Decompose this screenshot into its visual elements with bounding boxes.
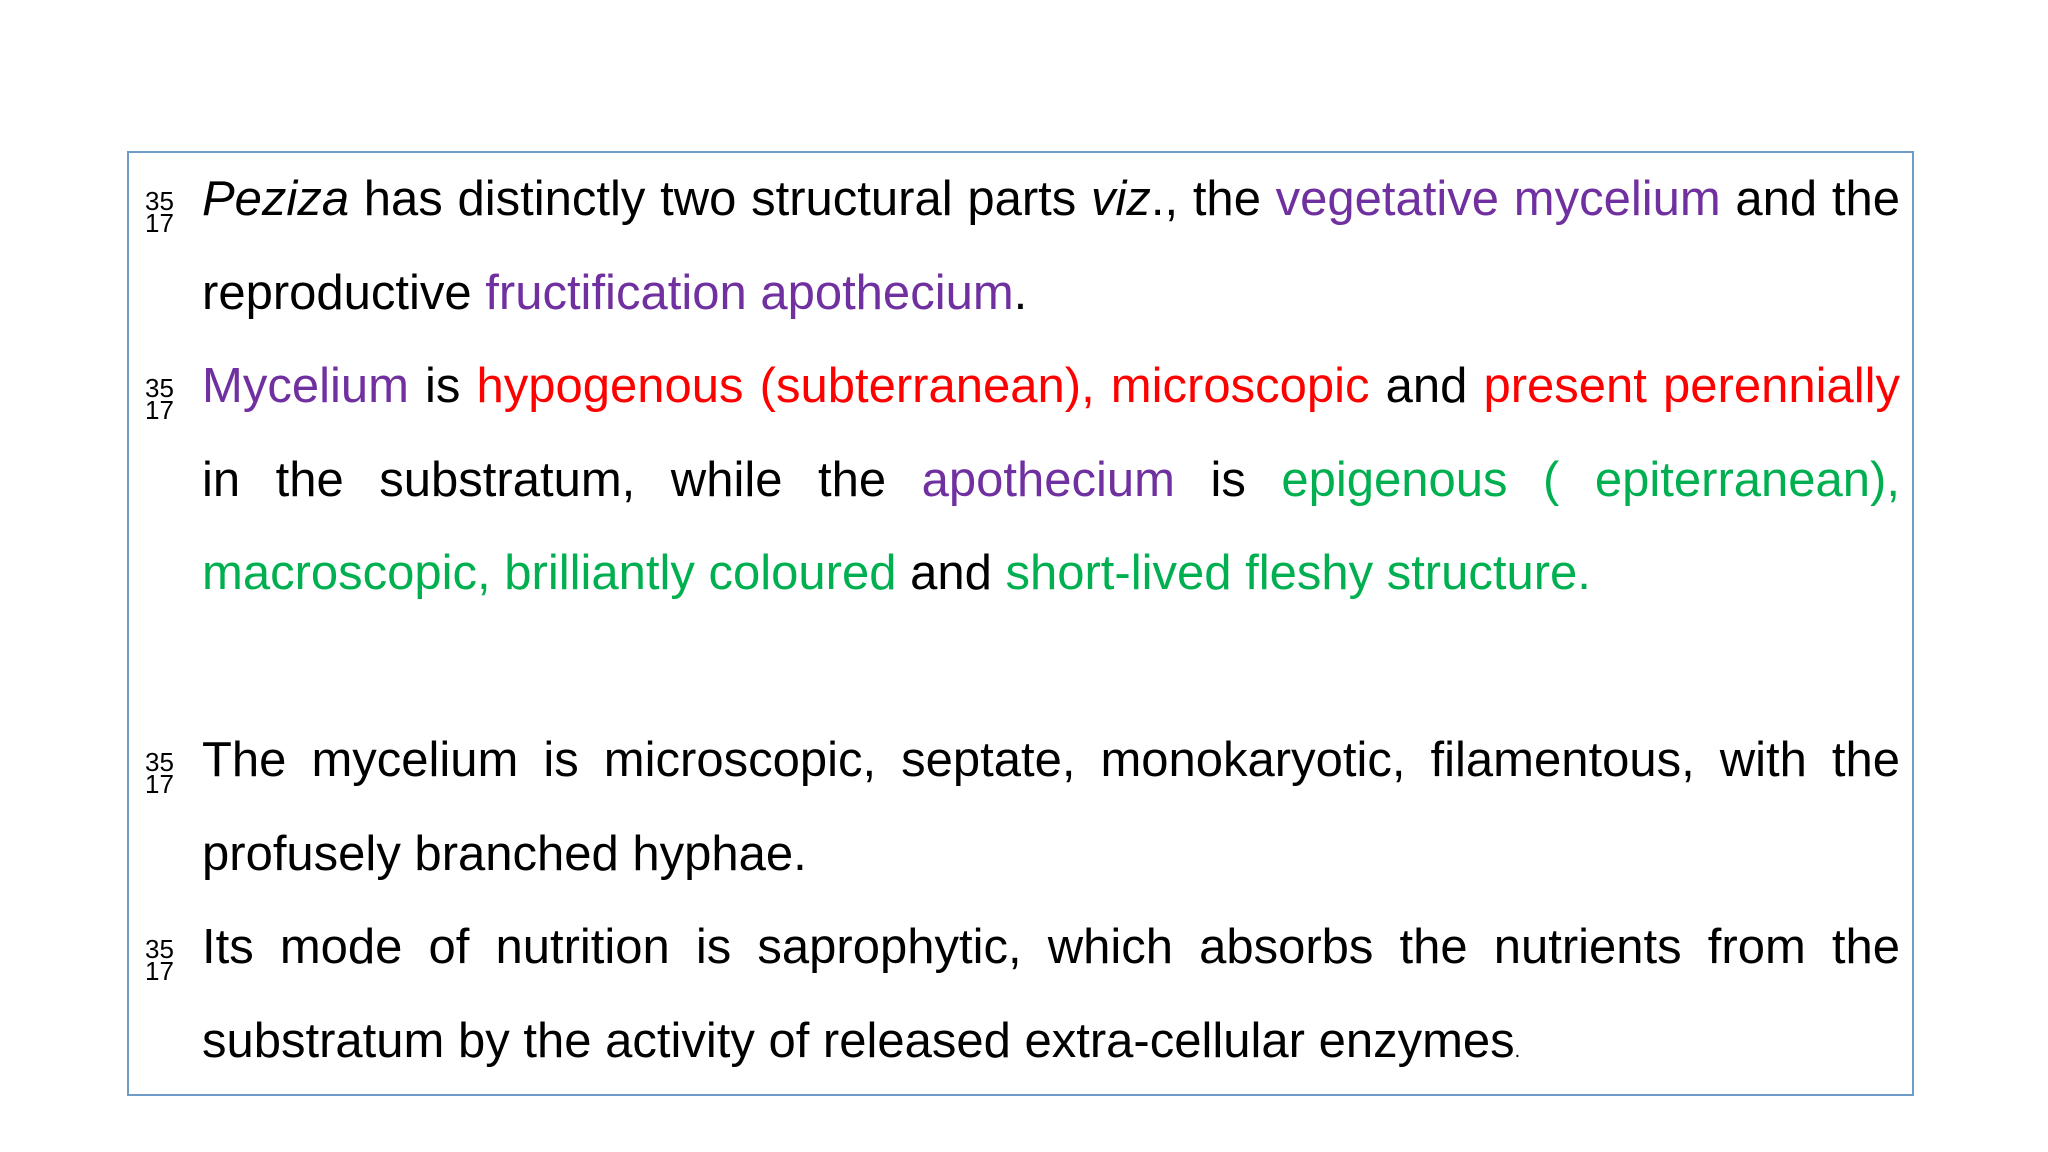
- text-segment: has distinctly two structural parts: [349, 172, 1091, 226]
- paragraph-1: [145, 153, 1900, 340]
- text-segment: and: [896, 546, 1006, 600]
- text-segment: ., the: [1150, 172, 1276, 226]
- bullet-marker: 35 17: [145, 373, 174, 425]
- highlight-term: fructification apothecium: [485, 265, 1014, 320]
- text-segment: and: [1369, 359, 1484, 413]
- paragraph-4: [145, 901, 1900, 1098]
- highlight-term: present perennially: [1483, 359, 1900, 413]
- highlight-term: epigenous ( epiterranean), macroscopic, brilliantly coloured: [202, 452, 1900, 600]
- bullet-marker: 35 17: [145, 747, 174, 799]
- text-segment: The mycelium is microscopic, septate, monokaryotic, filamentous, with the profusely branched hyphae.: [202, 733, 1900, 881]
- highlight-term: vegetative mycelium: [1275, 172, 1721, 226]
- bullet-marker: 35 17: [145, 186, 174, 238]
- text-segment: .: [1013, 265, 1028, 320]
- paragraph-3: [145, 714, 1900, 901]
- highlight-term: Mycelium: [202, 359, 409, 413]
- text-segment: .: [1514, 1039, 1521, 1062]
- genus-name: Peziza: [202, 172, 350, 226]
- italic-term: viz: [1090, 172, 1151, 226]
- text-segment: and the reproductive: [202, 172, 1900, 320]
- text-segment: is: [1174, 452, 1282, 507]
- paragraph-2: [145, 340, 1900, 621]
- highlight-term: short-lived fleshy structure.: [1005, 546, 1591, 600]
- highlight-term: apothecium: [921, 452, 1175, 507]
- text-segment: Its mode of nutrition is saprophytic, which absorbs the nutrients from the substratum by the activity of released extra-cellular enzymes: [202, 920, 1900, 1068]
- bullet-marker: 35 17: [145, 934, 174, 986]
- text-segment: is: [408, 359, 477, 413]
- text-segment: in the substratum, while the: [202, 452, 922, 507]
- highlight-term: hypogenous (subterranean), microscopic: [476, 359, 1370, 413]
- content-text-box: [127, 151, 1914, 1096]
